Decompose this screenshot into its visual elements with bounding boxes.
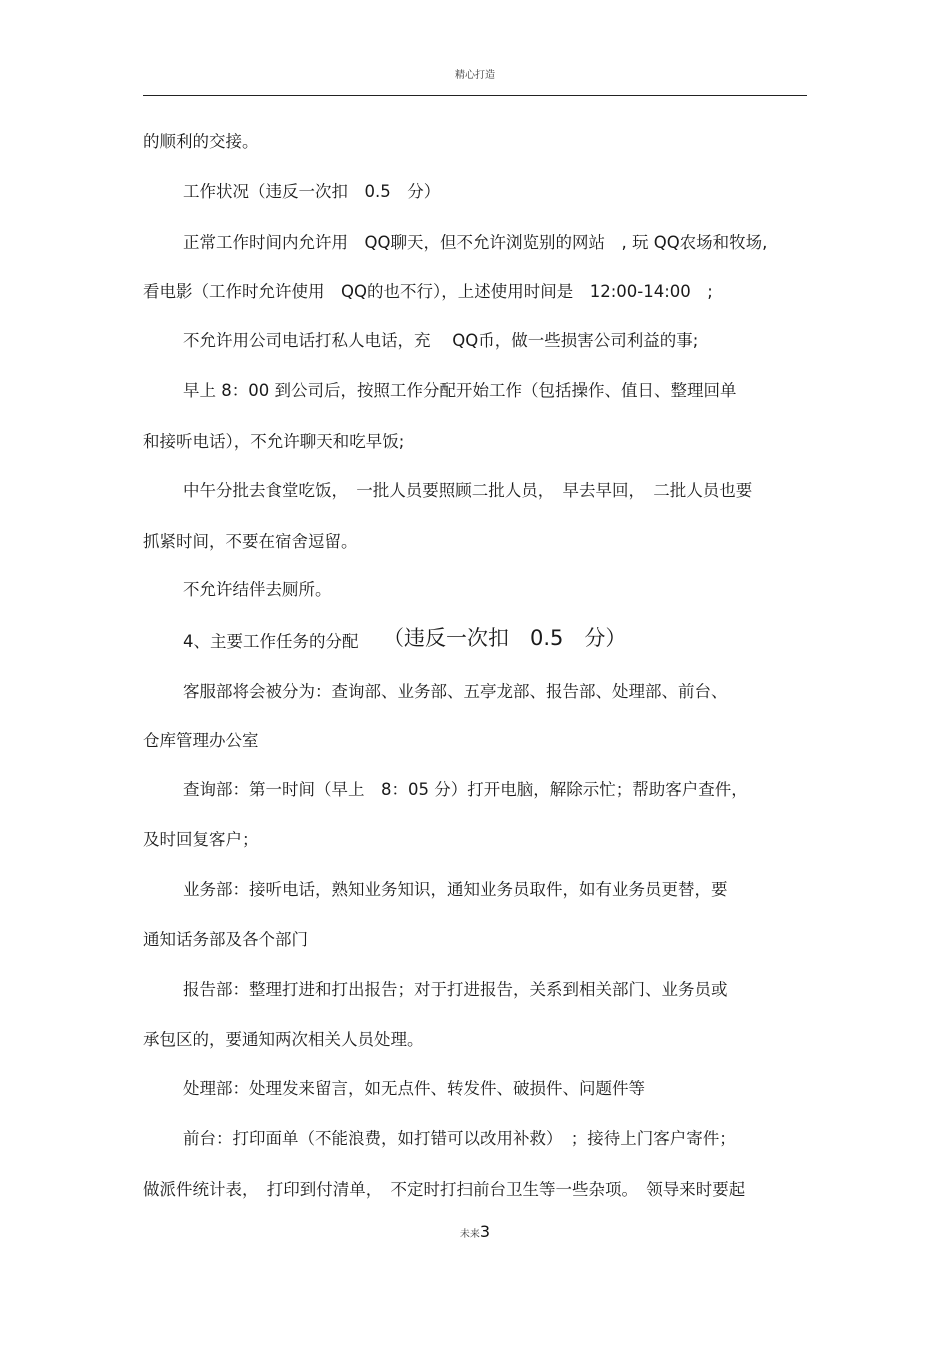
text-line: 业务部：接听电话，熟知业务知识，通知业务员取件，如有业务员更替，要 <box>183 880 728 899</box>
text-line: 看电影（工作时允许使用 QQ的也不行），上述使用时间是 12:00-14:00 ; <box>143 282 713 301</box>
text-line: 抓紧时间，不要在宿舍逗留。 <box>143 532 358 551</box>
text-line: 仓库管理办公室 <box>143 731 259 750</box>
text-line: 通知话务部及各个部门 <box>143 930 308 949</box>
section-heading: 4、主要工作任务的分配 <box>183 632 359 651</box>
section-heading-penalty: （违反一次扣 0.5 分） <box>383 626 627 650</box>
text-line: 做派件统计表， 打印到付清单， 不定时打扫前台卫生等一些杂项。 领导来时要起 <box>143 1180 746 1199</box>
text-line: 承包区的，要通知两次相关人员处理。 <box>143 1030 424 1049</box>
text-line: 报告部：整理打进和打出报告；对于打进报告，关系到相关部门、业务员或 <box>183 980 728 999</box>
text-line: 工作状况（违反一次扣 0.5 分） <box>183 182 441 201</box>
text-line: 和接听电话），不允许聊天和吃早饭; <box>143 432 405 451</box>
text-line: 早上 8：00 到公司后，按照工作分配开始工作（包括操作、值日、整理回单 <box>183 381 737 400</box>
text-line: 客服部将会被分为：查询部、业务部、五亭龙部、报告部、处理部、前台、 <box>183 682 728 701</box>
text-line: 不允许结伴去厕所。 <box>183 580 332 599</box>
text-line: 处理部：处理发来留言，如无点件、转发件、破损件、问题件等 <box>183 1079 645 1098</box>
text-line: 中午分批去食堂吃饭， 一批人员要照顾二批人员， 早去早回， 二批人员也要 <box>183 481 753 500</box>
text-line: 查询部：第一时间（早上 8：05 分）打开电脑，解除示忙；帮助客户查件， <box>183 780 748 799</box>
page-footer <box>0 1222 950 1241</box>
page-number: 3 <box>479 1222 491 1241</box>
header-divider <box>143 95 807 96</box>
text-line: 不允许用公司电话打私人电话，充 QQ币，做一些损害公司利益的事; <box>183 331 699 350</box>
text-line: 的顺利的交接。 <box>143 132 259 151</box>
text-line: 正常工作时间内允许用 QQ聊天，但不允许浏览别的网站 , 玩 QQ农场和牧场, <box>183 233 768 252</box>
text-line: 及时回复客户； <box>143 830 259 849</box>
footer-label: 未来 <box>459 1229 480 1240</box>
page-header: 精心打造 <box>455 70 495 81</box>
text-line: 前台：打印面单（不能浪费，如打错可以改用补救） ；接待上门客户寄件； <box>183 1129 736 1148</box>
